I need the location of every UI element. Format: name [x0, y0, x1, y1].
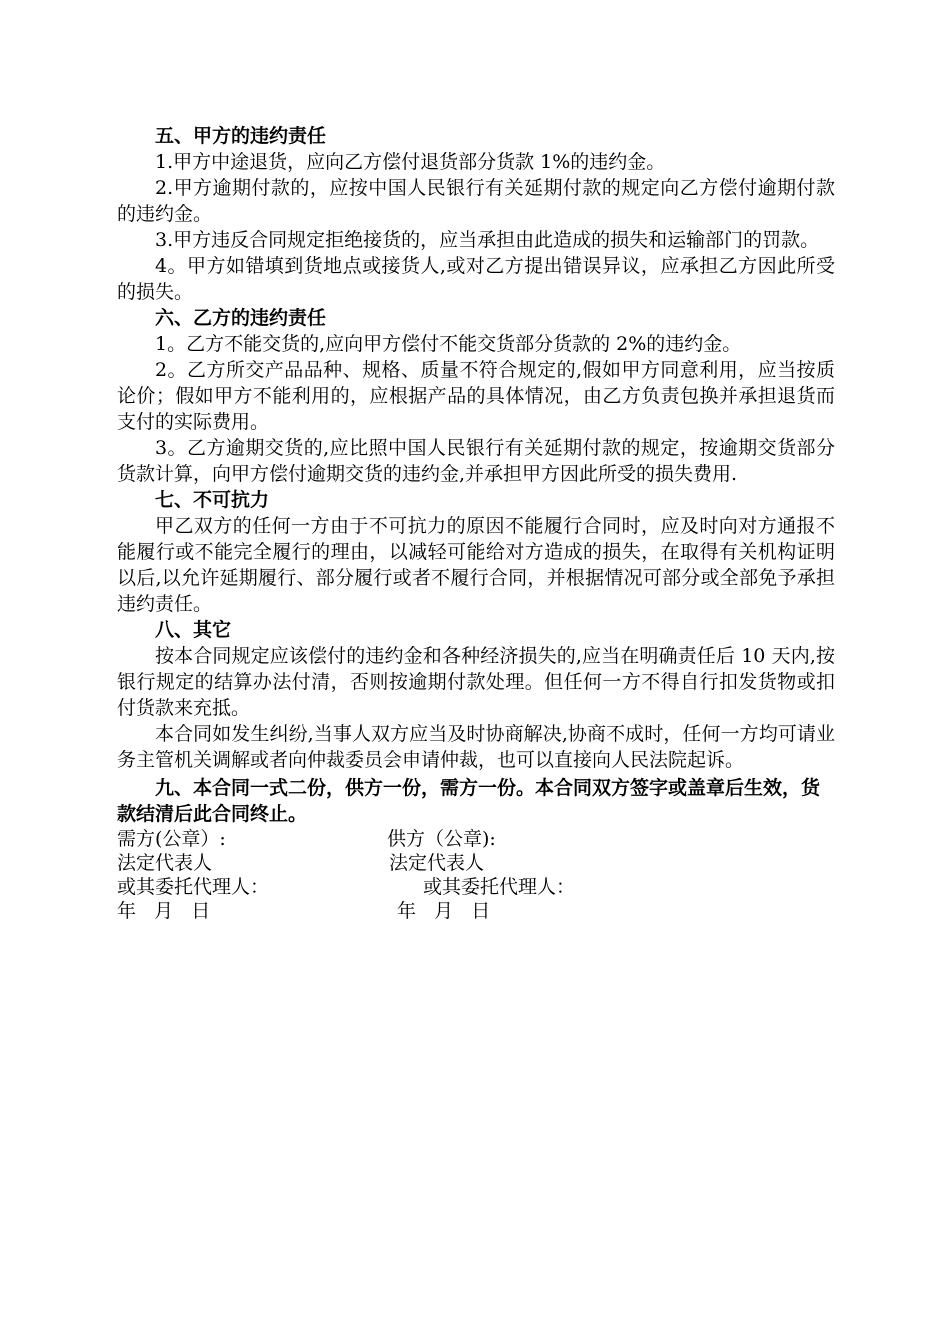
buyer-seal-label: 需方(公章）:	[117, 828, 226, 850]
signature-row-date	[117, 899, 835, 923]
contract-page	[117, 123, 835, 923]
section-heading-force-majeure: 七、不可抗力	[155, 489, 270, 511]
paragraph: 甲乙双方的任何一方由于不可抗力的原因不能履行合同时，应及时向对方通报不能履行或不能完全履行的理由，以减轻可能给对方造成的损失，在取得有关机构证明以后,以允许延期履行、部分履行或者不履行合同，并根据情况可部分或全部免予承担违约责任。	[117, 515, 835, 615]
buyer-agent-label: 或其委托代理人：	[117, 876, 270, 898]
paragraph: 4。甲方如错填到货地点或接货人,或对乙方提出错误异议，应承担乙方因此所受的损失。	[117, 255, 835, 303]
signature-row-seal	[117, 827, 835, 851]
supplier-seal-label: 供方（公章):	[387, 828, 496, 850]
section-heading-other: 八、其它	[155, 619, 232, 641]
paragraph: 3。乙方逾期交货的,应比照中国人民银行有关延期付款的规定，按逾期交货部分货款计算，向甲方偿付逾期交货的违约金,并承担甲方因此所受的损失费用.	[117, 437, 835, 485]
section-heading-seller-liability-a: 五、甲方的违约责任	[155, 125, 327, 147]
buyer-date-label: 年 月 日	[117, 900, 211, 922]
buyer-representative-label: 法定代表人	[117, 852, 213, 874]
paragraph: 1.甲方中途退货，应向乙方偿付退货部分货款 1%的违约金。	[155, 151, 666, 173]
supplier-date-label: 年 月 日	[397, 900, 491, 922]
closing-clause: 九、本合同一式二份，供方一份，需方一份。本合同双方签字或盖章后生效，货款结清后此合同终止。	[117, 777, 821, 825]
paragraph: 2.甲方逾期付款的，应按中国人民银行有关延期付款的规定向乙方偿付逾期付款的违约金。	[117, 177, 835, 225]
signature-row-agent	[117, 875, 835, 899]
supplier-agent-label: 或其委托代理人：	[423, 876, 576, 898]
paragraph: 本合同如发生纠纷,当事人双方应当及时协商解决,协商不成时，任何一方均可请业务主管机关调解或者向仲裁委员会申请仲裁，也可以直接向人民法院起诉。	[117, 723, 835, 771]
signature-row-representative	[117, 851, 835, 875]
supplier-representative-label: 法定代表人	[389, 852, 485, 874]
paragraph: 2。乙方所交产品品种、规格、质量不符合规定的,假如甲方同意利用，应当按质论价；假如甲方不能利用的，应根据产品的具体情况，由乙方负责包换并承担退货而支付的实际费用。	[117, 359, 835, 433]
section-heading-liability-b: 六、乙方的违约责任	[155, 307, 327, 329]
paragraph: 3.甲方违反合同规定拒绝接货的，应当承担由此造成的损失和运输部门的罚款。	[155, 229, 820, 251]
paragraph: 1。乙方不能交货的,应向甲方偿付不能交货部分货款的 2%的违约金。	[155, 333, 742, 355]
paragraph: 按本合同规定应该偿付的违约金和各种经济损失的,应当在明确责任后 10 天内,按银行规定的结算办法付清，否则按逾期付款处理。但任何一方不得自行扣发货物或扣付货款来充抵。	[117, 645, 835, 719]
